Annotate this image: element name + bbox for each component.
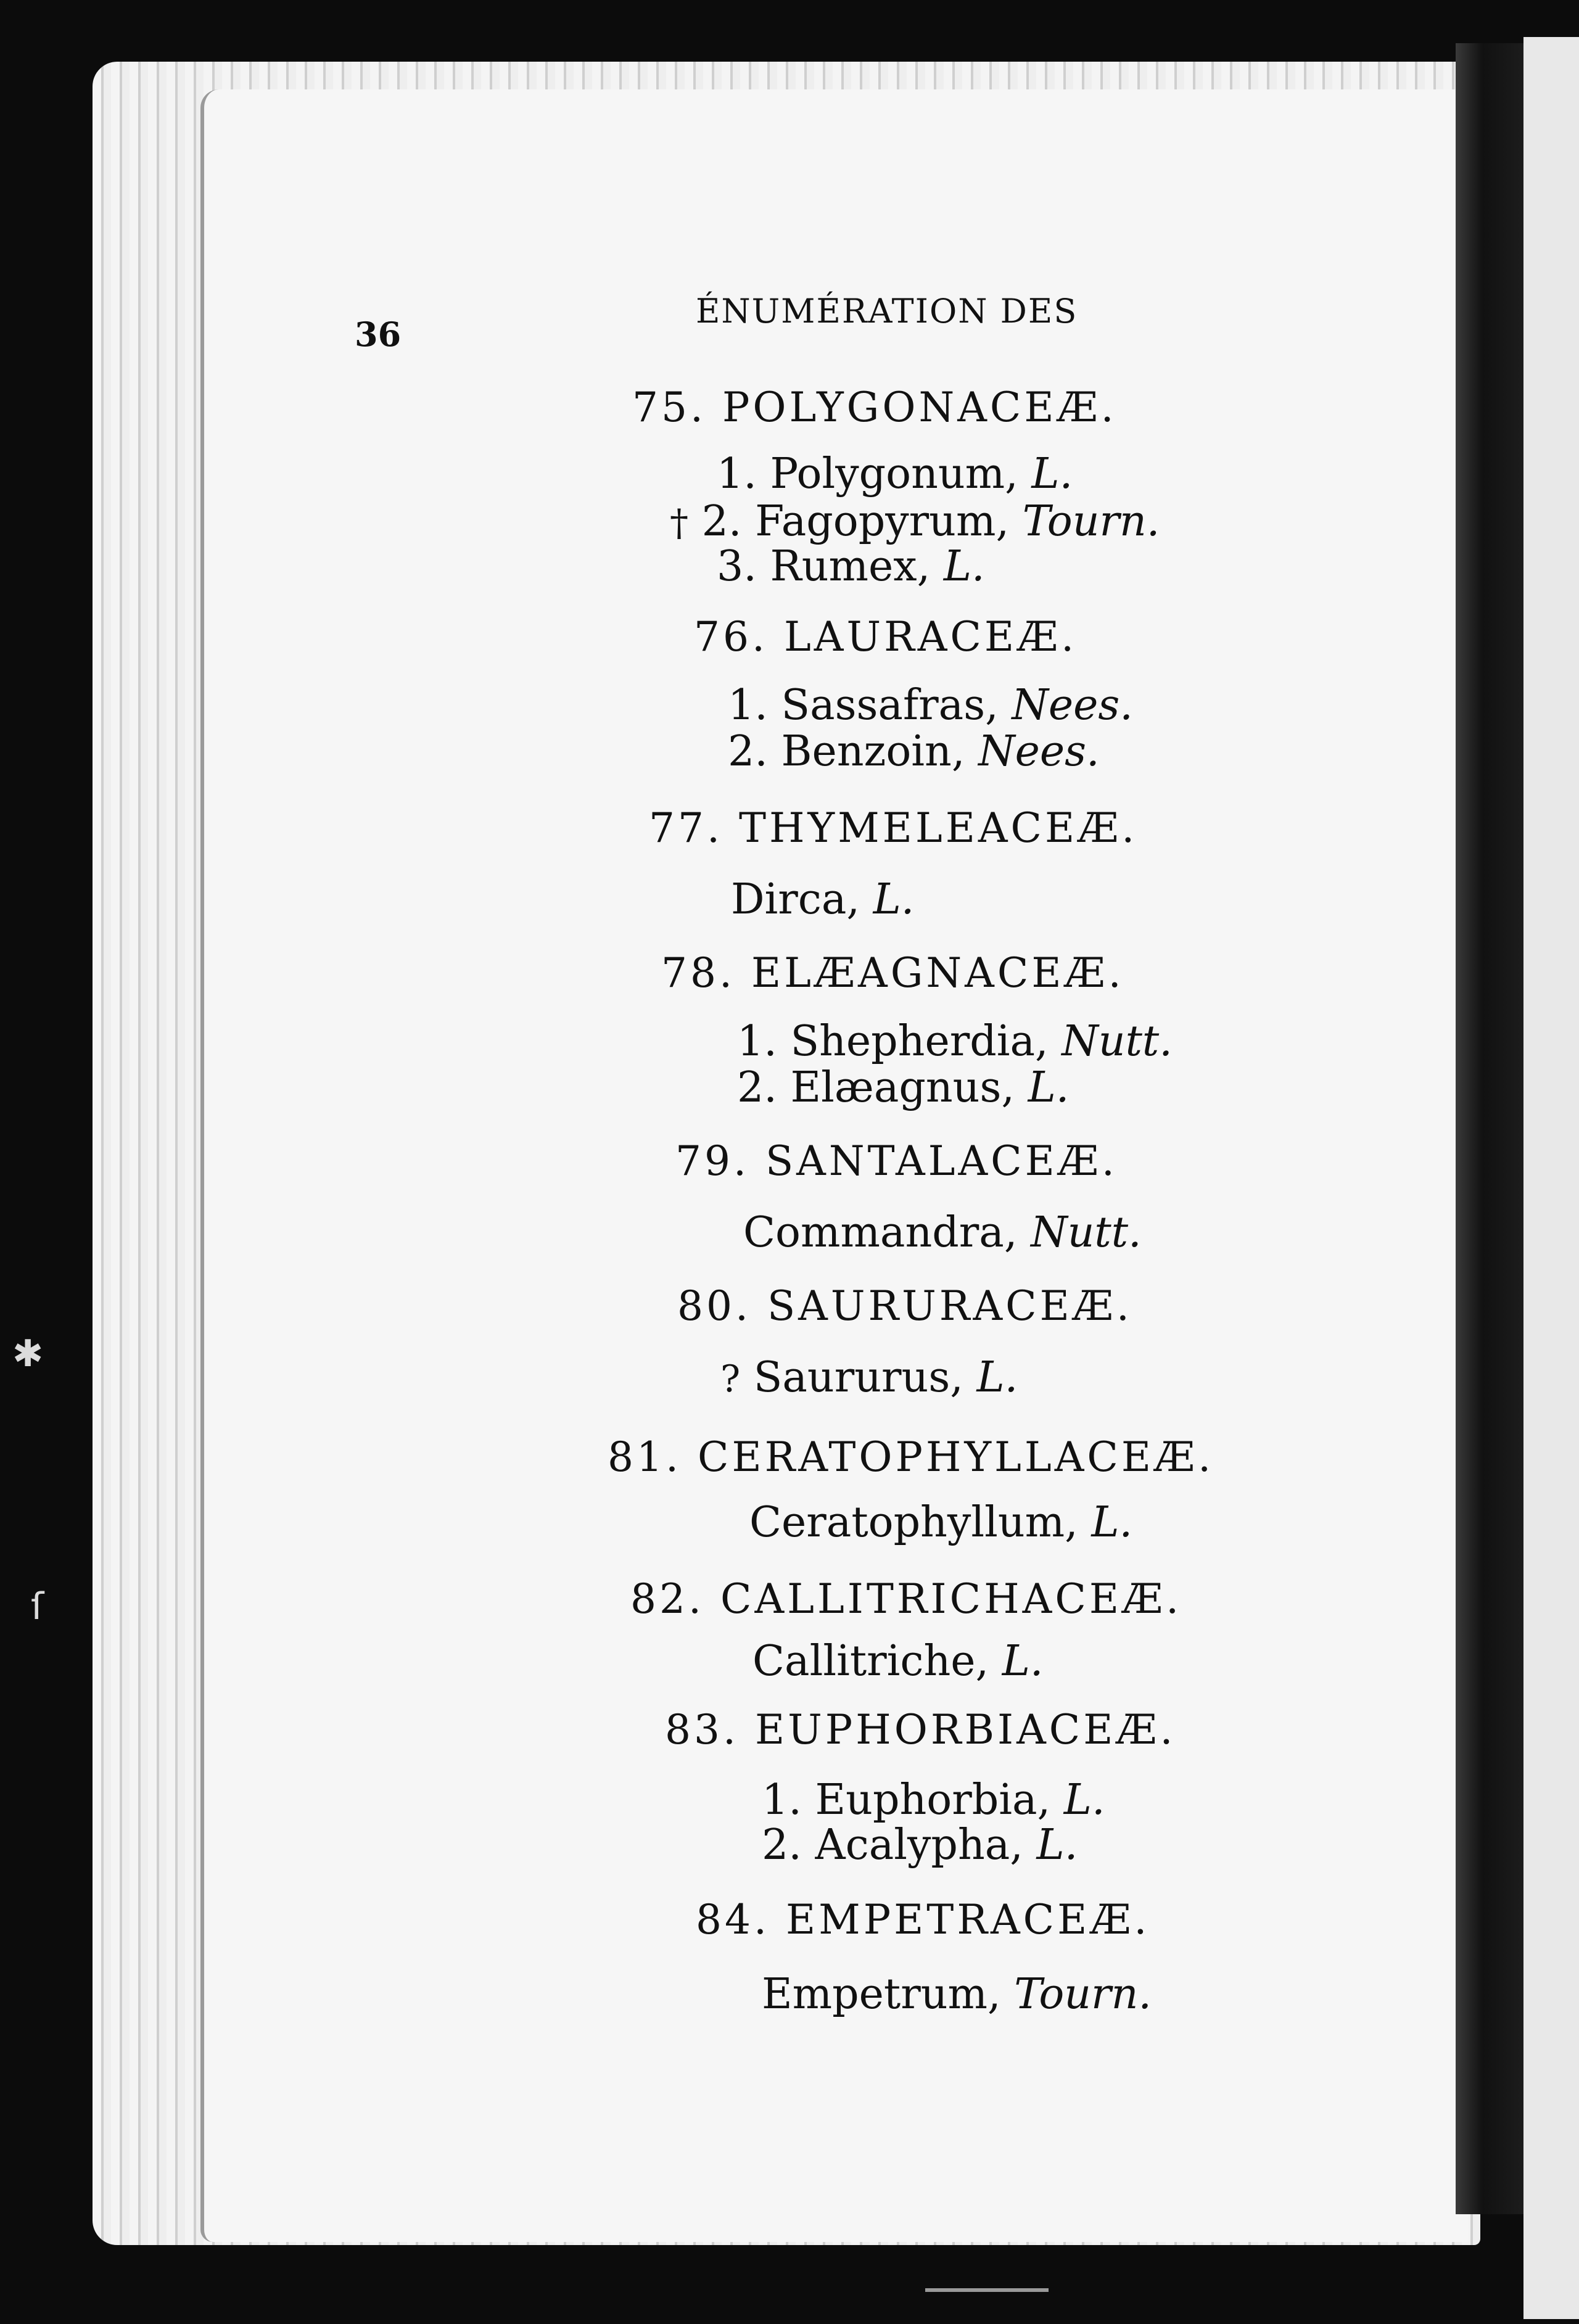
genus-name: Elæagnus, xyxy=(790,1063,1015,1112)
genus-entry xyxy=(743,1208,1142,1257)
family-heading xyxy=(649,804,1138,852)
genus-number: 1. xyxy=(717,450,757,498)
genus-author: L. xyxy=(943,542,985,591)
genus-name: Shepherdia, xyxy=(790,1017,1049,1066)
family-number: 80. xyxy=(677,1282,751,1330)
genus-author: Nutt. xyxy=(1062,1017,1173,1066)
genus-entry xyxy=(737,1017,1173,1066)
genus-name: Callitriche, xyxy=(752,1637,989,1686)
genus-author: L. xyxy=(1063,1776,1105,1824)
family-number: 75. xyxy=(632,384,706,431)
genus-name: Sassafras, xyxy=(781,681,999,730)
family-heading xyxy=(675,1137,1118,1185)
scan-speck: ✱ xyxy=(12,1332,44,1375)
genus-author: L. xyxy=(976,1353,1018,1402)
genus-entry xyxy=(720,1353,1018,1402)
family-name: SANTALACEÆ. xyxy=(765,1137,1118,1185)
genus-entry xyxy=(670,497,1160,546)
genus-author: L. xyxy=(1031,450,1073,498)
family-number: 77. xyxy=(649,804,723,852)
running-head: ÉNUMÉRATION DES xyxy=(696,292,1078,331)
facing-page-strip xyxy=(1523,37,1579,2319)
genus-number: 2. xyxy=(728,727,768,776)
family-name: SAURURACEÆ. xyxy=(767,1282,1132,1330)
genus-entry xyxy=(762,1970,1152,2019)
genus-author: Tourn. xyxy=(1014,1970,1152,2019)
family-heading xyxy=(665,1706,1176,1753)
genus-name: Fagopyrum, xyxy=(755,497,1010,546)
family-number: 79. xyxy=(675,1137,749,1185)
genus-author: Nutt. xyxy=(1031,1208,1142,1257)
genus-entry xyxy=(752,1637,1044,1686)
genus-number: 2. xyxy=(701,497,742,546)
family-number: 81. xyxy=(608,1433,682,1481)
genus-entry xyxy=(762,1821,1078,1869)
query-mark: ? xyxy=(720,1358,741,1401)
genus-name: Saururus, xyxy=(753,1353,963,1402)
family-number: 82. xyxy=(630,1575,704,1623)
genus-entry xyxy=(717,542,985,591)
genus-author: L. xyxy=(1028,1063,1070,1112)
genus-name: Rumex, xyxy=(770,542,931,591)
family-heading xyxy=(694,613,1078,661)
genus-entry xyxy=(728,681,1133,730)
genus-author: Nees. xyxy=(1012,681,1133,730)
page-number: 36 xyxy=(355,315,402,354)
family-name: THYMELEACEÆ. xyxy=(738,804,1138,852)
genus-number: 1. xyxy=(737,1017,777,1066)
genus-author: Tourn. xyxy=(1022,497,1160,546)
genus-name: Ceratophyllum, xyxy=(749,1498,1078,1547)
genus-entry xyxy=(731,875,915,924)
genus-entry xyxy=(728,727,1100,776)
family-number: 83. xyxy=(665,1706,739,1753)
genus-number: 2. xyxy=(762,1821,802,1869)
family-heading xyxy=(661,949,1124,997)
family-number: 76. xyxy=(694,613,768,661)
family-name: CERATOPHYLLACEÆ. xyxy=(697,1433,1214,1481)
genus-name: Polygonum, xyxy=(770,450,1018,498)
genus-author: L. xyxy=(1091,1498,1133,1547)
scan-mark xyxy=(925,2288,1049,2292)
genus-entry xyxy=(737,1063,1070,1112)
genus-name: Dirca, xyxy=(731,875,860,924)
family-heading xyxy=(696,1896,1150,1943)
genus-author: L. xyxy=(1002,1637,1044,1686)
genus-author: L. xyxy=(1036,1821,1078,1869)
dagger-mark: † xyxy=(670,501,688,545)
genus-author: Nees. xyxy=(978,727,1100,776)
gutter-shadow xyxy=(1456,43,1523,2214)
family-name: EUPHORBIACEÆ. xyxy=(754,1706,1176,1753)
genus-entry xyxy=(717,450,1073,498)
family-heading xyxy=(630,1575,1182,1623)
genus-name: Euphorbia, xyxy=(815,1776,1051,1824)
genus-number: 3. xyxy=(717,542,757,591)
genus-name: Benzoin, xyxy=(781,727,965,776)
genus-name: Empetrum, xyxy=(762,1970,1001,2019)
genus-author: L. xyxy=(873,875,915,924)
genus-number: 1. xyxy=(728,681,768,730)
genus-name: Commandra, xyxy=(743,1208,1018,1257)
genus-name: Acalypha, xyxy=(815,1821,1023,1869)
family-name: ELÆAGNACEÆ. xyxy=(751,949,1124,997)
genus-number: 2. xyxy=(737,1063,777,1112)
family-name: CALLITRICHACEÆ. xyxy=(720,1575,1182,1623)
family-heading xyxy=(608,1433,1214,1481)
family-heading xyxy=(677,1282,1132,1330)
family-number: 78. xyxy=(661,949,735,997)
genus-number: 1. xyxy=(762,1776,802,1824)
scan-speck: ſ xyxy=(31,1585,44,1628)
family-heading xyxy=(632,384,1117,431)
family-name: LAURACEÆ. xyxy=(783,613,1078,661)
genus-entry xyxy=(762,1776,1105,1824)
family-name: EMPETRACEÆ. xyxy=(785,1896,1150,1943)
family-number: 84. xyxy=(696,1896,770,1943)
family-name: POLYGONACEÆ. xyxy=(722,384,1117,431)
genus-entry xyxy=(749,1498,1133,1547)
